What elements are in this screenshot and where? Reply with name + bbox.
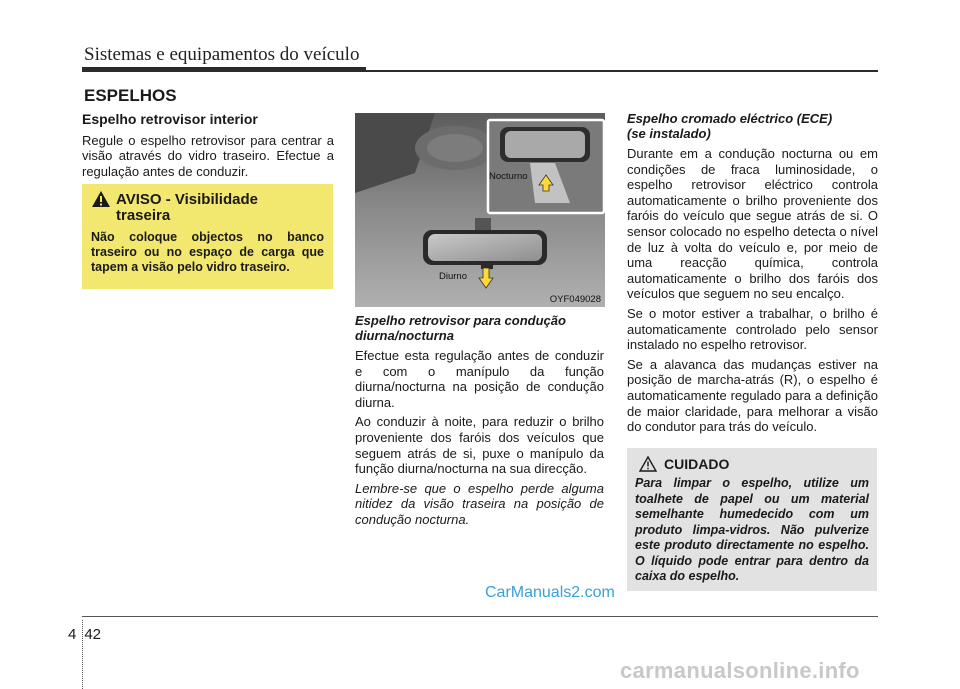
footer-rule [82, 616, 878, 617]
page-number-value: 42 [84, 626, 102, 643]
caution-title: CUIDADO [664, 456, 730, 472]
column-right [627, 112, 878, 439]
caution-title-row [639, 456, 869, 472]
caution-text: Para limpar o espelho, utilize um toalhete de papel ou um material semelhante humedecido com um produto limpa-vidros. Não pulverize este produto directamente no espelho. O líquido pode entrar para dentro da caixa do espelho. [635, 476, 869, 583]
header-rule-thin [366, 70, 878, 72]
warning-text: Não coloque objectos no banco traseiro ou no espaço de carga que tapem a visão pelo vidro traseiro. [91, 230, 324, 275]
header-rule-thick [82, 67, 366, 72]
warning-title-row [91, 192, 324, 224]
mirror-photo-illustration [355, 113, 605, 307]
warning-title: AVISO - Visibilidade traseira [116, 191, 258, 224]
ecm-mirror-heading: Espelho cromado eléctrico (ECE) (se instalado) [627, 111, 833, 141]
night-label: Nocturno [489, 171, 528, 182]
day-label: Diurno [439, 271, 467, 282]
ecm-paragraph-2: Se o motor estiver a trabalhar, o brilho é automaticamente controlado pelo sensor instalado no espelho retrovisor. [627, 305, 878, 353]
bottom-watermark: carmanualsonline.info [620, 658, 860, 683]
caution-triangle-icon [639, 456, 657, 472]
day-night-mirror-heading: Espelho retrovisor para condução diurna/nocturna [355, 313, 566, 343]
section-title: ESPELHOS [84, 86, 177, 105]
column-left [82, 112, 334, 183]
page-number [68, 626, 109, 643]
day-night-paragraph-1: Efectue esta regulação antes de conduzir e com o manípulo da função diurna/nocturna na posição de condução diurna. [355, 348, 604, 410]
warning-box [82, 184, 333, 289]
ecm-paragraph-3: Se a alavanca das mudanças estiver na posição de marcha-atrás (R), o espelho é automaticamente regulado para a definição de maior claridade, para melhorar a visão do condutor para trás do veículo. [627, 356, 878, 435]
day-night-paragraph-3: Lembre-se que o espelho perde alguma nitidez da visão traseira na posição de condução nocturna. [355, 480, 604, 527]
column-middle [355, 314, 604, 532]
day-night-paragraph-2: Ao conduzir à noite, para reduzir o brilho proveniente dos faróis dos veículos que seguem atrás de si, puxe o manípulo da função diurna/nocturna na sua direcção. [355, 414, 604, 477]
watermark-link[interactable]: CarManuals2.com [485, 584, 615, 601]
interior-mirror-paragraph: Regule o espelho retrovisor para centrar a visão através do vidro traseiro. Efectue a regulação antes de conduzir. [82, 132, 334, 179]
caution-box [627, 448, 877, 591]
chapter-number: 4 [68, 626, 77, 643]
page-header-title: Sistemas e equipamentos do veículo [84, 44, 360, 65]
figure-code: OYF049028 [549, 294, 601, 305]
interior-mirror-heading: Espelho retrovisor interior [82, 111, 258, 127]
mirror-figure [355, 113, 605, 307]
warning-triangle-icon [91, 190, 111, 208]
ecm-paragraph-1: Durante em a condução nocturna ou em condições de fraca luminosidade, o espelho retrovisor eléctrico controla automaticamente o brilho proveniente dos faróis do veículo que segue atrás de si. O sensor colocado no espelho detecta o nível de luz à volta do veículo e, por meio de uma reacção química, controla automaticamente o brilho dos faróis dos veículos que seguem no seu encalço. [627, 146, 878, 302]
